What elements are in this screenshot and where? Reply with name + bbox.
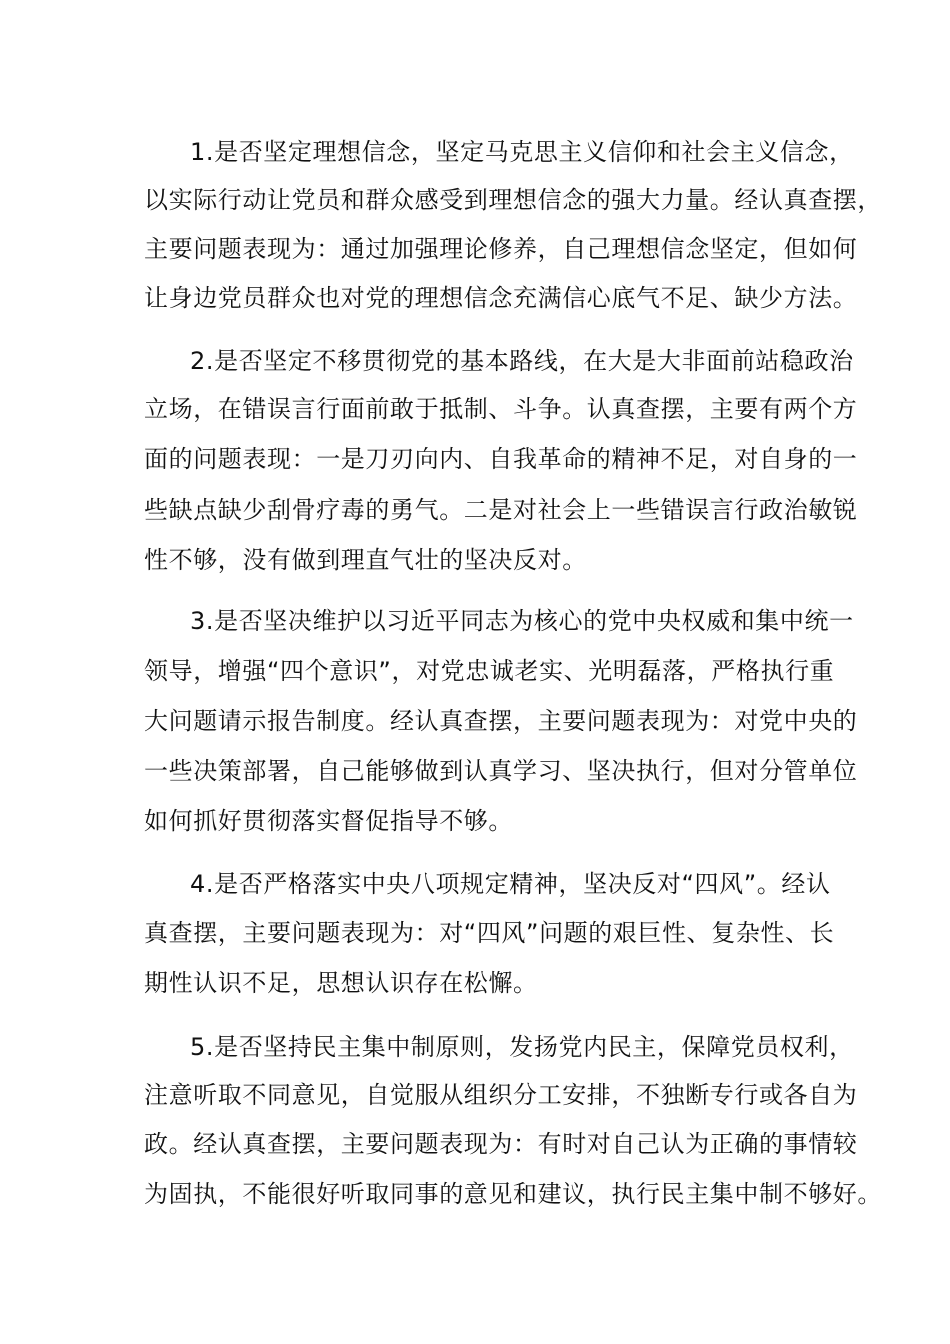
text-line: 政。经认真查摆，主要问题表现为：有时对自己认为正确的事情较 — [144, 1130, 858, 1158]
text-line: 2.是否坚定不移贯彻党的基本路线，在大是大非面前站稳政治 — [190, 347, 854, 375]
text-line: 主要问题表现为：通过加强理论修养，自己理想信念坚定，但如何 — [144, 235, 858, 263]
text-line: 3.是否坚决维护以习近平同志为核心的党中央权威和集中统一 — [190, 607, 854, 635]
text-line: 立场，在错误言行面前敢于抵制、斗争。认真查摆，主要有两个方 — [144, 395, 858, 423]
text-line: 些缺点缺少刮骨疗毒的勇气。二是对社会上一些错误言行政治敏锐 — [144, 496, 858, 524]
text-line: 如何抓好贯彻落实督促指导不够。 — [144, 807, 513, 835]
text-line: 以实际行动让党员和群众感受到理想信念的强大力量。经认真查摆， — [144, 186, 882, 214]
text-line: 让身边党员群众也对党的理想信念充满信心底气不足、缺少方法。 — [144, 284, 858, 312]
text-line: 领导，增强“四个意识”，对党忠诚老实、光明磊落，严格执行重 — [144, 657, 835, 685]
text-line: 大问题请示报告制度。经认真查摆，主要问题表现为：对党中央的 — [144, 707, 858, 735]
text-line: 性不够，没有做到理直气壮的坚决反对。 — [144, 546, 587, 574]
text-line: 一些决策部署，自己能够做到认真学习、坚决执行，但对分管单位 — [144, 757, 858, 785]
text-line: 期性认识不足，思想认识存在松懈。 — [144, 969, 538, 997]
text-line: 面的问题表现：一是刀刃向内、自我革命的精神不足，对自身的一 — [144, 445, 858, 473]
text-line: 4.是否严格落实中央八项规定精神，坚决反对“四风”。经认 — [190, 870, 831, 898]
text-line: 为固执，不能很好听取同事的意见和建议，执行民主集中制不够好。 — [144, 1180, 882, 1208]
text-line: 5.是否坚持民主集中制原则，发扬党内民主，保障党员权利， — [190, 1033, 854, 1061]
text-line: 注意听取不同意见，自觉服从组织分工安排，不独断专行或各自为 — [144, 1081, 858, 1109]
text-line: 真查摆，主要问题表现为：对“四风”问题的艰巨性、复杂性、长 — [144, 919, 835, 947]
text-line: 1.是否坚定理想信念，坚定马克思主义信仰和社会主义信念， — [190, 138, 854, 166]
